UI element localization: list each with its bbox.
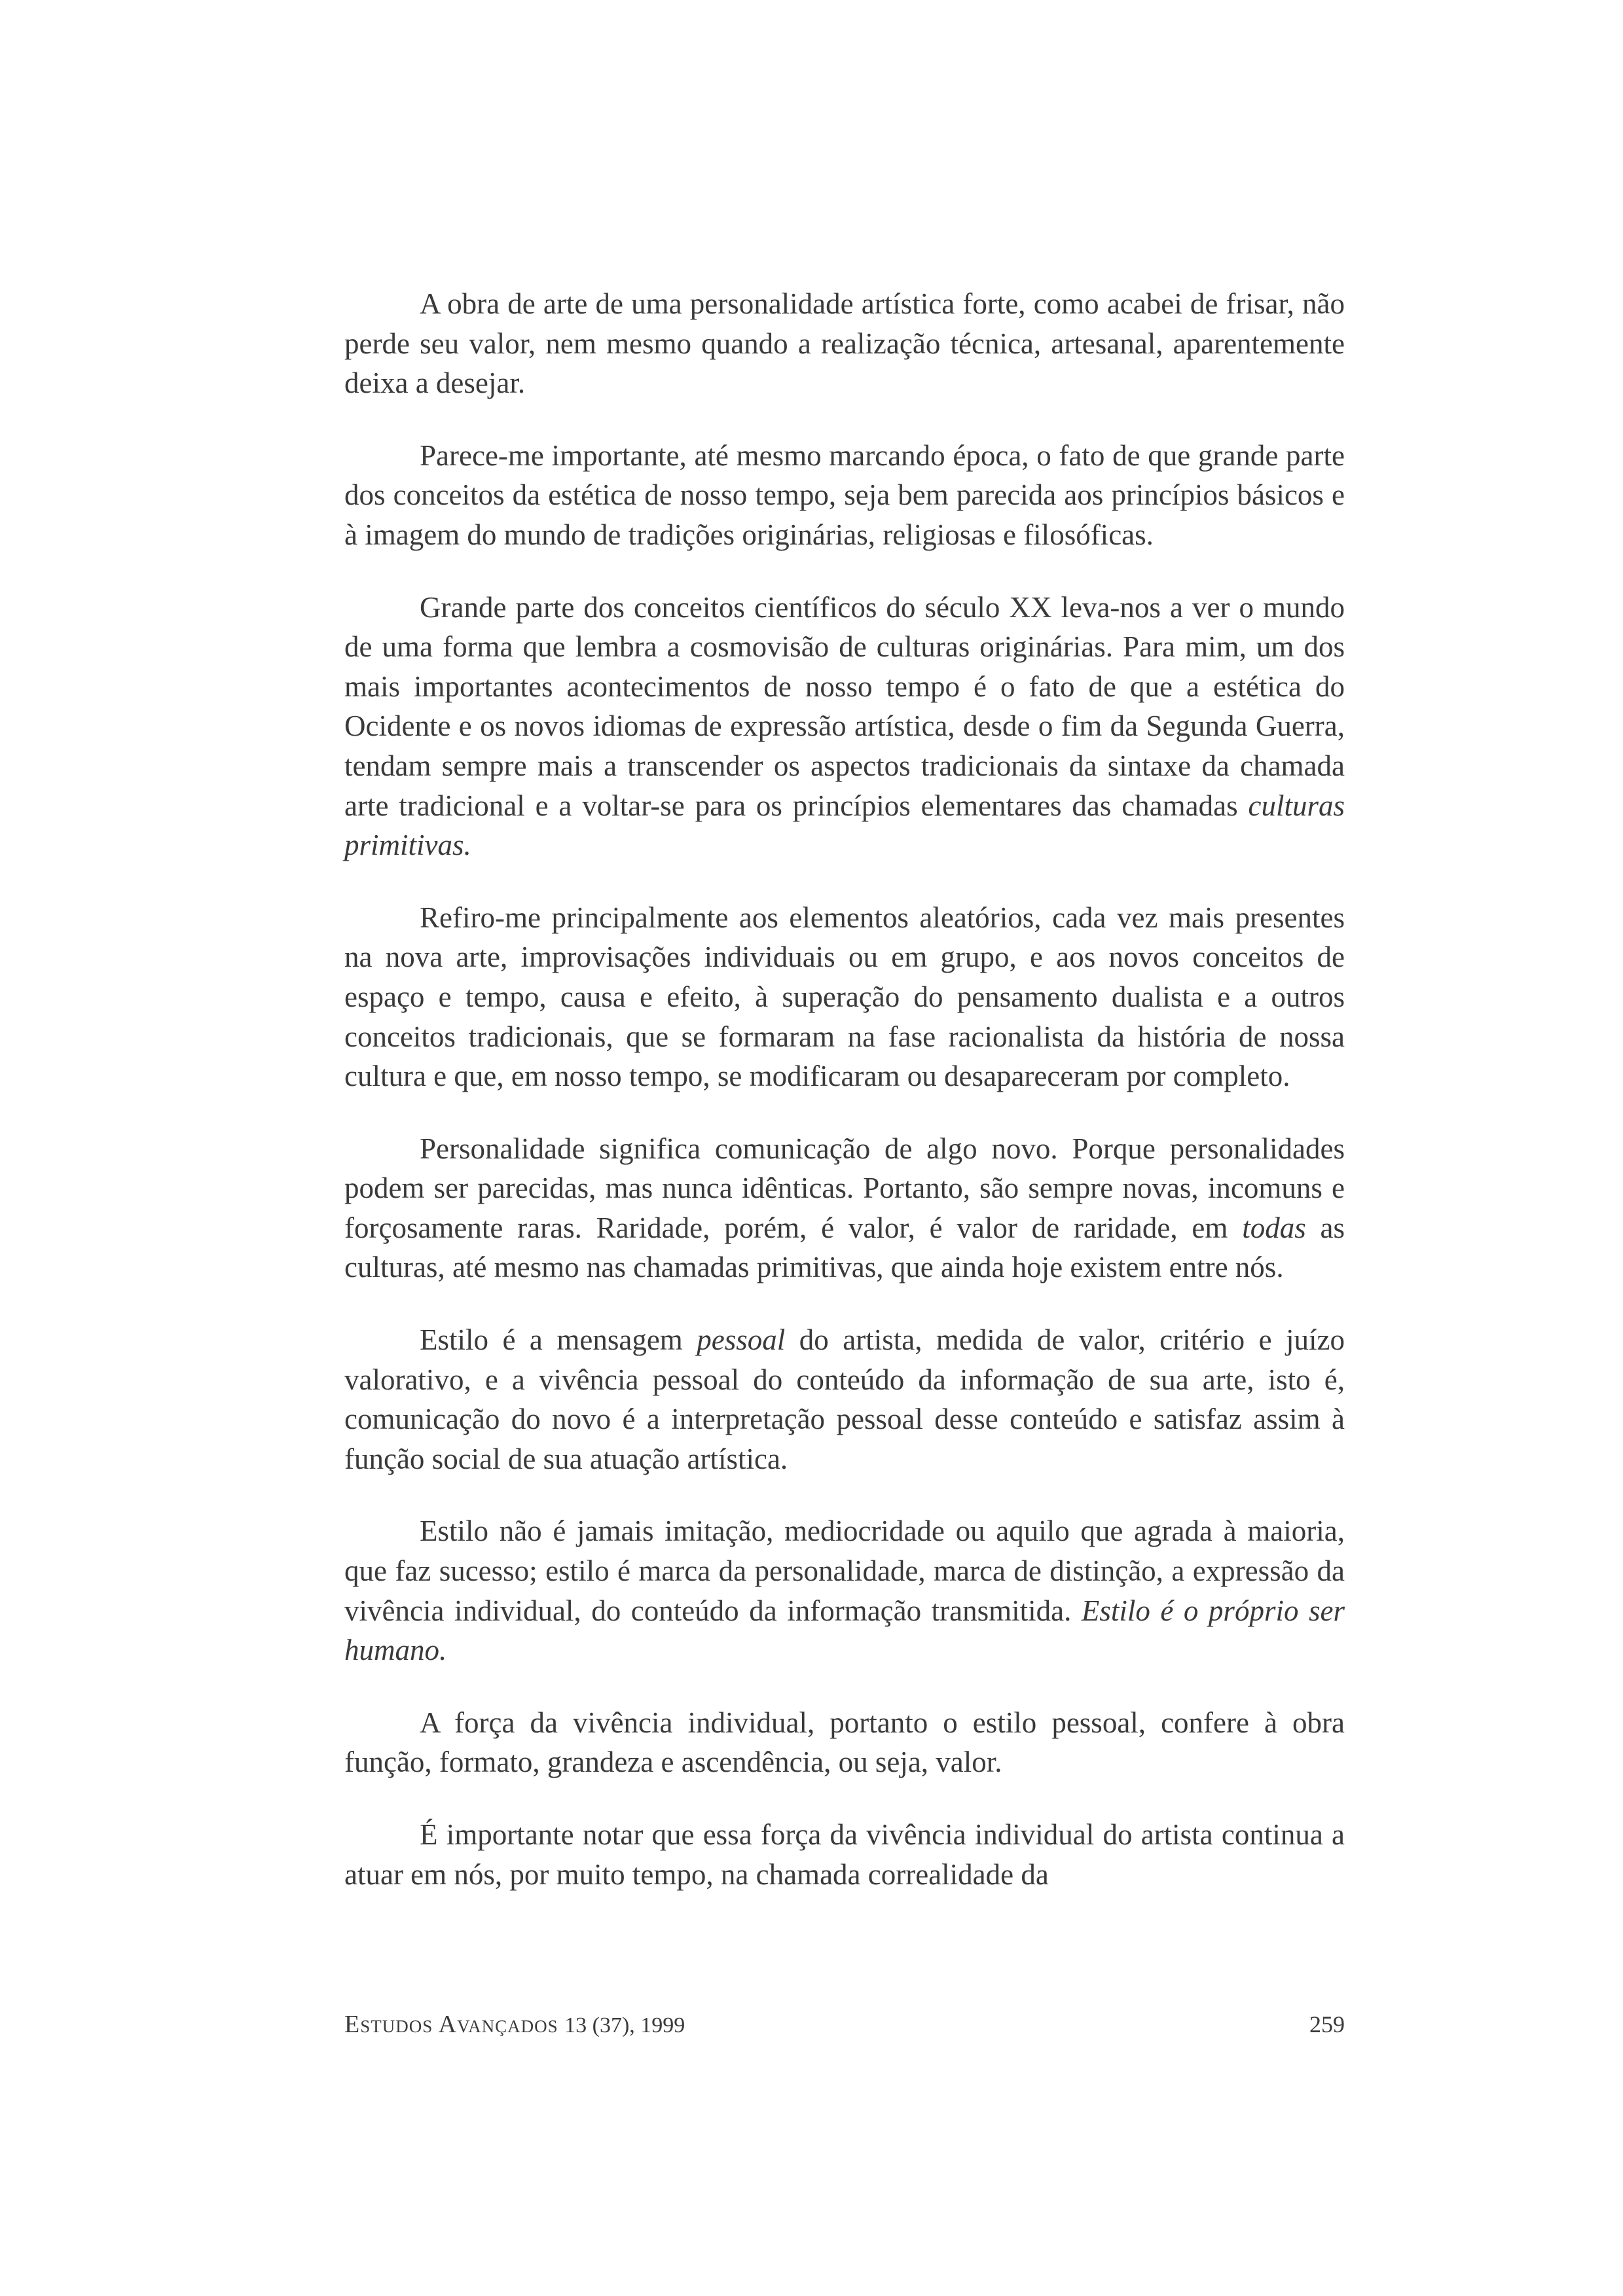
paragraph	[344, 1129, 1345, 1287]
page-footer	[344, 2008, 1345, 2041]
paragraph	[344, 1320, 1345, 1479]
body-text	[344, 284, 1345, 1927]
text-run: as culturas, até mesmo nas chamadas primitivas, que ainda hoje existem entre nós.	[344, 1211, 1345, 1284]
paragraph	[344, 1703, 1345, 1782]
text-run: do artista, medida de valor, critério e juízo valorativo, e a vivência pessoal do conteúdo da informação de sua arte, isto é, comunicação do novo é a interpretação pessoal desse conteúdo e satisfaz assim à função social de sua atuação artística.	[344, 1323, 1345, 1475]
text-run: Parece-me importante, até mesmo marcando época, o fato de que grande parte dos conceitos da estética de nosso tempo, seja bem parecida aos princípios básicos e à imagem do mundo de tradições originárias, religiosas e filosóficas.	[344, 439, 1345, 551]
journal-citation	[344, 2008, 685, 2042]
text-run: Refiro-me principalmente aos elementos aleatórios, cada vez mais presentes na nova arte, improvisações individuais ou em grupo, e aos novos conceitos de espaço e tempo, causa e efeito, à superação do pensamento dualista e a outros conceitos tradicionais, que se formaram na fase racionalista da história de nossa cultura e que, em nosso tempo, se modificaram ou desapareceram por completo.	[344, 901, 1345, 1093]
paragraph	[344, 898, 1345, 1096]
paragraph	[344, 1815, 1345, 1894]
paragraph	[344, 1511, 1345, 1670]
paragraph	[344, 436, 1345, 555]
page-number: 259	[1309, 2011, 1345, 2037]
paragraph	[344, 588, 1345, 865]
emphasized-text: Estilo é o próprio ser humano.	[344, 1594, 1345, 1667]
text-run: É importante notar que essa força da vivência individual do artista continua a atuar em nós, por muito tempo, na chamada correalidade da	[344, 1818, 1345, 1891]
text-run: Personalidade significa comunicação de algo novo. Porque personalidades podem ser parecidas, mas nunca idênticas. Portanto, são sempre novas, incomuns e forçosamente raras. Raridade, porém, é valor, é valor de raridade, em	[344, 1132, 1345, 1244]
text-run: A força da vivência individual, portanto o estilo pessoal, confere à obra função, formato, grandeza e ascendência, ou seja, valor.	[344, 1706, 1345, 1779]
text-run: Grande parte dos conceitos científicos do século XX leva-nos a ver o mundo de uma forma que lembra a cosmovisão de culturas originárias. Para mim, um dos mais importantes acontecimentos de nosso tempo é o fato de que a estética do Ocidente e os novos idiomas de expressão artística, desde o fim da Segunda Guerra, tendam sempre mais a transcender os aspectos tradicionais da sintaxe da chamada arte tradicional e a voltar-se para os princípios elementares das chamadas	[344, 590, 1345, 822]
emphasized-text: pessoal	[697, 1323, 786, 1357]
emphasized-text: todas	[1242, 1211, 1306, 1244]
emphasized-text: culturas primitivas.	[344, 789, 1345, 862]
journal-issue: 13 (37), 1999	[564, 2013, 685, 2037]
text-run: A obra de arte de uma personalidade artística forte, como acabei de frisar, não perde seu valor, nem mesmo quando a realização técnica, artesanal, aparentemente deixa a desejar.	[344, 287, 1345, 400]
paragraph	[344, 284, 1345, 403]
journal-name: Estudos Avançados	[344, 2011, 558, 2038]
text-run: Estilo é a mensagem	[420, 1323, 697, 1357]
text-run: Estilo não é jamais imitação, mediocridade ou aquilo que agrada à maioria, que faz sucesso; estilo é marca da personalidade, marca de distinção, a expressão da vivência individual, do conteúdo da informação transmitida.	[344, 1515, 1345, 1627]
